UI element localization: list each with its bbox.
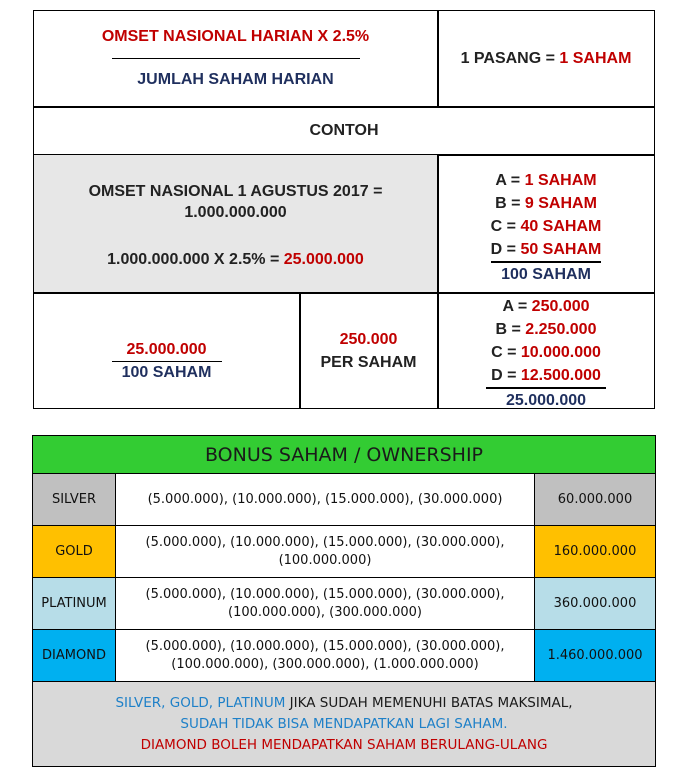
bonus-title-row <box>33 436 655 473</box>
note-line1: JIKA SUDAH MEMENUHI BATAS MAKSIMAL, <box>285 694 573 711</box>
tier-name: GOLD <box>33 526 116 577</box>
share-item: A = 1 SAHAM <box>495 172 597 189</box>
tier-total: 1.460.000.000 <box>535 630 655 681</box>
formula-denominator: JUMLAH SAHAM HARIAN <box>137 71 334 89</box>
division-fraction <box>34 293 299 408</box>
share-item: D = 50 SAHAM <box>490 241 602 258</box>
tier-total: 160.000.000 <box>535 526 655 577</box>
example-header-text: CONTOH <box>309 121 379 139</box>
payouts-list <box>438 293 654 408</box>
tier-row-silver <box>33 474 655 525</box>
formula-fraction <box>34 11 437 106</box>
tier-amounts: (5.000.000), (10.000.000), (15.000.000), (30.000.000), (100.000.000) <box>116 526 535 577</box>
tier-name: PLATINUM <box>33 578 116 629</box>
payout-item: D = 12.500.000 <box>491 367 601 384</box>
share-item: C = 40 SAHAM <box>490 218 602 235</box>
tier-row-diamond <box>33 630 655 681</box>
omset-calculation <box>34 155 437 292</box>
div-denominator: 100 SAHAM <box>121 364 212 382</box>
pair-value: 1 SAHAM <box>559 49 632 67</box>
div-numerator: 25.000.000 <box>126 340 207 358</box>
fraction-bar <box>112 361 222 363</box>
tier-total: 60.000.000 <box>535 474 655 525</box>
tier-total: 360.000.000 <box>535 578 655 629</box>
tier-row-platinum <box>33 578 655 629</box>
formula-table <box>33 10 655 409</box>
calc-prefix: 1.000.000.000 X 2.5% = <box>107 251 284 268</box>
payout-item: A = 250.000 <box>502 298 590 315</box>
calc-result: 25.000.000 <box>283 251 364 268</box>
tier-name: SILVER <box>33 474 116 525</box>
note-line3: DIAMOND BOLEH MENDAPATKAN SAHAM BERULANG-ULANG <box>140 736 548 753</box>
fraction-bar <box>112 58 360 60</box>
bonus-note <box>33 682 655 766</box>
tier-amounts: (5.000.000), (10.000.000), (15.000.000), (30.000.000), (100.000.000), (300.000.000) <box>116 578 535 629</box>
per-share <box>300 293 437 408</box>
per-share-value: 250.000 <box>339 330 398 348</box>
bonus-title: BONUS SAHAM / OWNERSHIP <box>204 443 483 466</box>
example-header <box>34 107 654 154</box>
shares-list <box>438 155 654 292</box>
formula-numerator: OMSET NASIONAL HARIAN X 2.5% <box>101 27 370 45</box>
pair-rule <box>438 11 654 106</box>
omset-line2: 1.000.000.000 <box>184 204 287 221</box>
tier-amounts: (5.000.000), (10.000.000), (15.000.000), (30.000.000) <box>116 474 535 525</box>
per-share-label: PER SAHAM <box>320 353 417 371</box>
note-tiers: SILVER, GOLD, PLATINUM <box>115 694 286 711</box>
note-line2: SUDAH TIDAK BISA MENDAPATKAN LAGI SAHAM. <box>180 715 508 732</box>
tier-amounts: (5.000.000), (10.000.000), (15.000.000), (30.000.000), (100.000.000), (300.000.000), (1.000.000.000) <box>116 630 535 681</box>
calc-line <box>34 251 437 269</box>
bonus-table <box>32 435 656 767</box>
payouts-total: 25.000.000 <box>505 391 587 409</box>
share-item: B = 9 SAHAM <box>495 195 597 212</box>
pair-prefix: 1 PASANG = <box>460 49 560 67</box>
tier-row-gold <box>33 526 655 577</box>
shares-total: 100 SAHAM <box>501 265 591 283</box>
payout-item: C = 10.000.000 <box>491 344 601 361</box>
omset-line1: OMSET NASIONAL 1 AGUSTUS 2017 = <box>88 183 383 200</box>
tier-name: DIAMOND <box>33 630 116 681</box>
payout-item: B = 2.250.000 <box>495 321 597 338</box>
